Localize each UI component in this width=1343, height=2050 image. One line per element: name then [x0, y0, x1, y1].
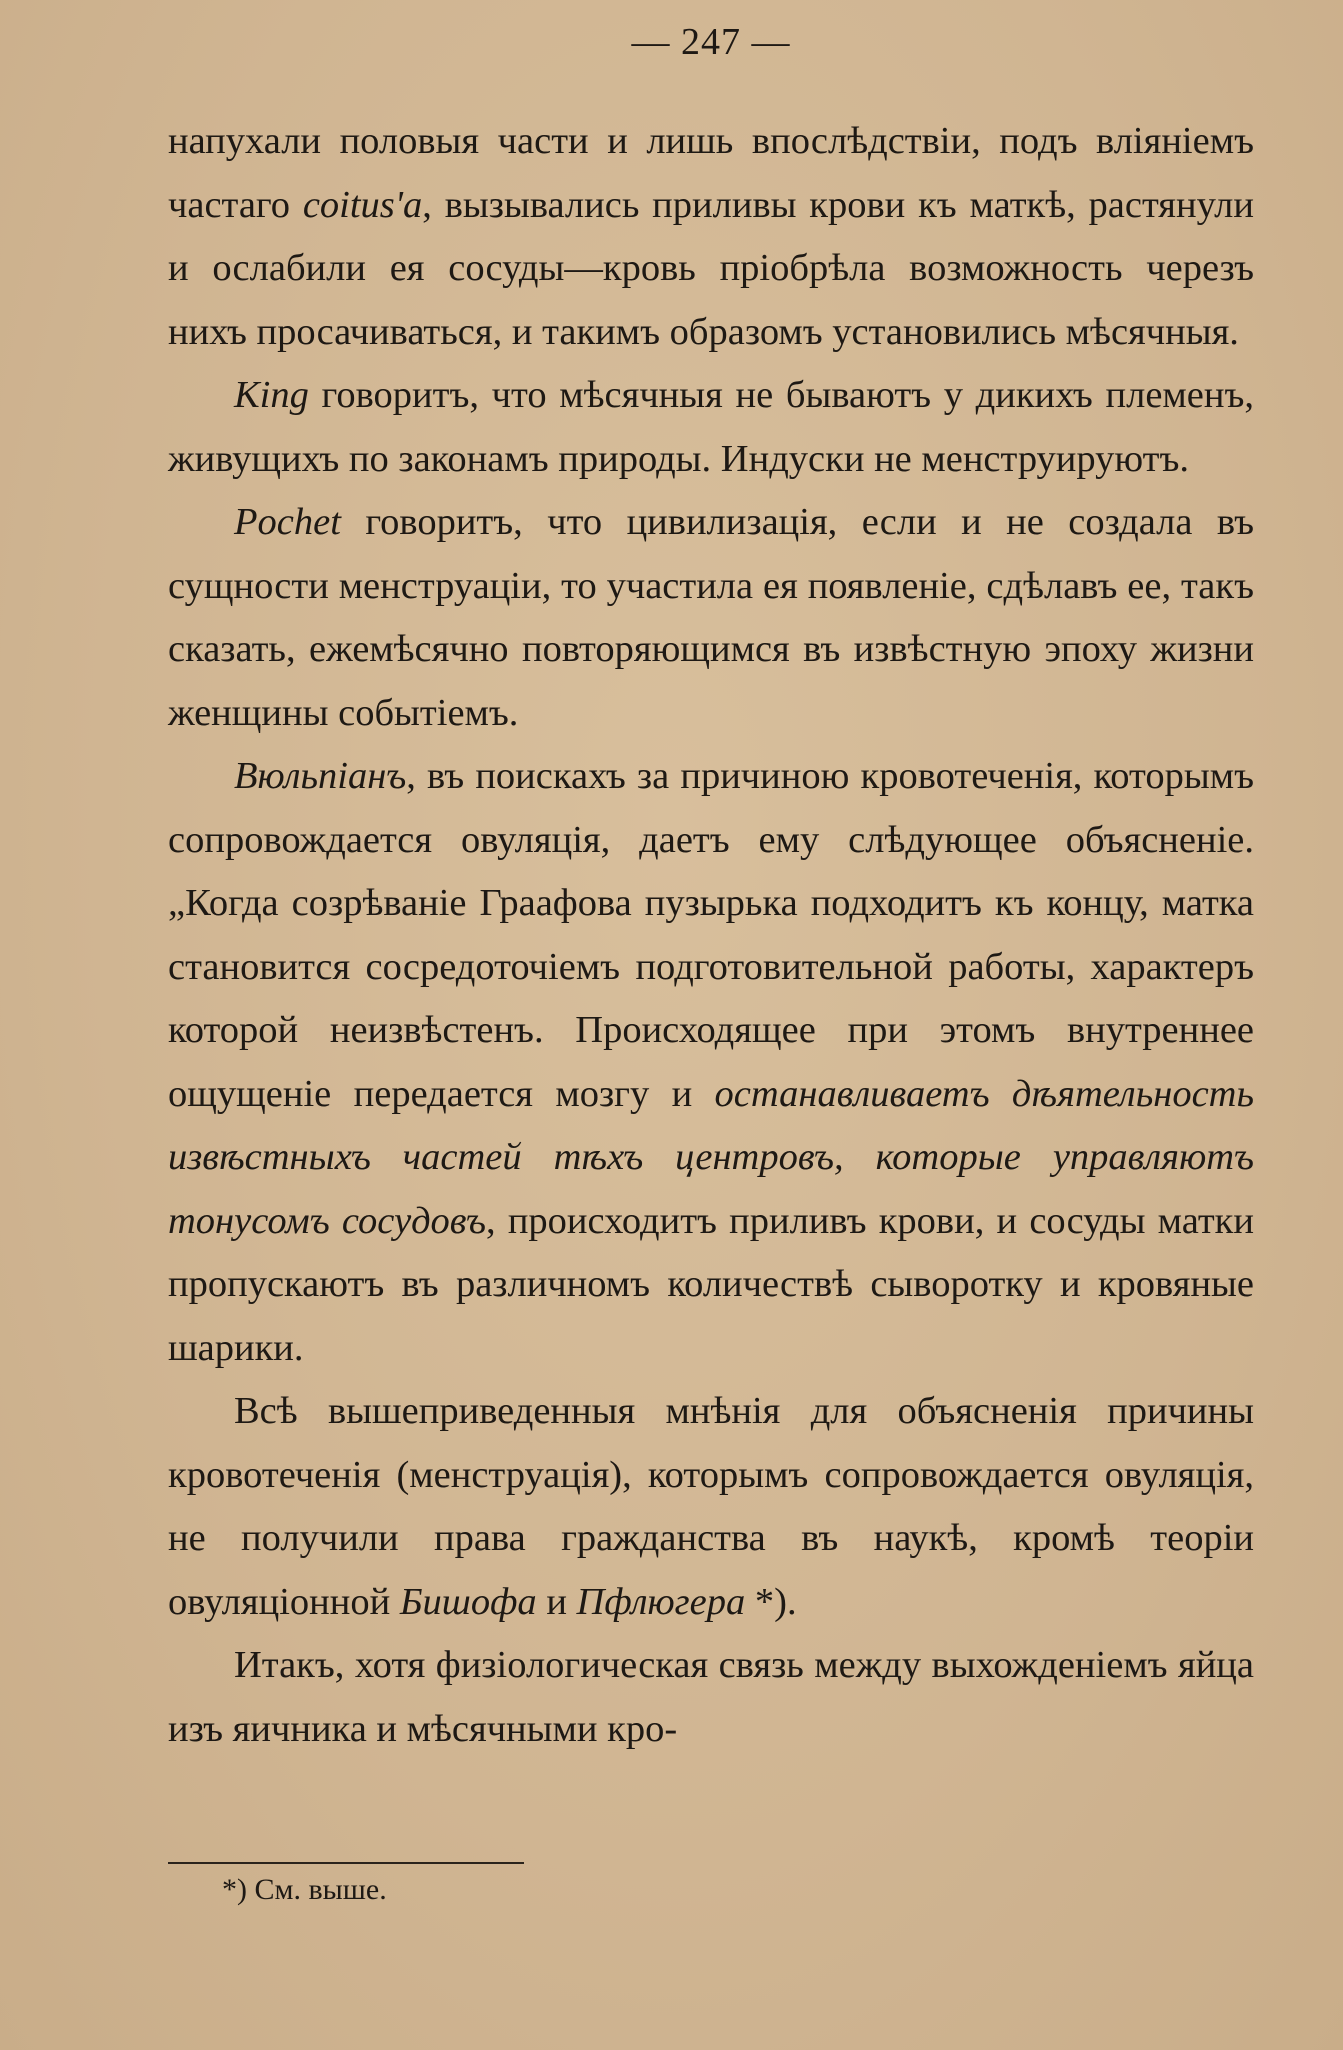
italic-term-coitus: coitus'a: [302, 183, 423, 226]
author-name-pfluger: Пфлюгера: [576, 1580, 746, 1623]
paragraph-3: [168, 491, 1254, 745]
text-span: , въ поискахъ за причиною кровотеченія, которымъ сопровождается овуляція, даетъ ему слѣдующее объясненіе. „Когда созрѣваніе Граафова пузырька подходитъ къ концу, матка становится сосредоточіемъ подготовительной работы, характеръ которой неизвѣстенъ. Происходящее при этомъ внутреннее ощущеніе передается мозгу и: [168, 755, 1254, 1115]
page-number: — 247 —: [631, 21, 791, 63]
paragraph-1: [168, 110, 1254, 364]
text-span: , происходитъ приливъ крови, и сосуды матки пропускаютъ въ различномъ количествѣ сыворотку и кровяные шарики.: [168, 1199, 1254, 1369]
text-span: напухали половыя части и лишь впослѣдствіи, подъ вліяніемъ частаго: [168, 120, 1254, 226]
text-span: говоритъ, что цивилизація, если и не создала въ сущности менструаціи, то участила ея появленіе, сдѣлавъ ее, такъ сказать, ежемѣсячно повторяющимся въ извѣстную эпоху жизни женщины событіемъ.: [168, 501, 1254, 734]
footnote: *) См. выше.: [222, 1873, 387, 1906]
italic-quote: останавливаетъ дѣятельность извѣстныхъ частей тѣхъ центровъ, которые управляютъ тонусомъ сосудовъ: [168, 1072, 1254, 1242]
text-span: Итакъ, хотя физіологическая связь между выхожденіемъ яйца изъ яичника и мѣсячными кро-: [168, 1644, 1254, 1750]
text-span: Всѣ вышеприведенныя мнѣнія для объясненія причины кровотеченія (менструація), которымъ сопровождается овуляція, не получили права гражданства въ наукѣ, кромѣ теоріи овуляціонной: [168, 1390, 1254, 1623]
footnote-divider: [168, 1862, 524, 1864]
text-span: и: [536, 1580, 577, 1623]
paragraph-6: [168, 1634, 1254, 1761]
text-span: , вызывались приливы крови къ маткѣ, растянули и ослабили ея сосуды—кровь пріобрѣла возможность черезъ нихъ просачиваться, и такимъ образомъ установились мѣсячныя.: [168, 183, 1254, 353]
footnote-reference: *).: [745, 1580, 797, 1623]
author-name-vulpian: Вюльпіанъ: [234, 755, 407, 797]
paragraph-2: [168, 364, 1254, 491]
paragraph-4: [168, 745, 1254, 1380]
body-text: [168, 110, 1254, 1761]
paragraph-5: [168, 1380, 1254, 1634]
author-name-king: King: [234, 374, 309, 416]
text-span: говоритъ, что мѣсячныя не бываютъ у дикихъ племенъ, живущихъ по законамъ природы. Индуски не менструируютъ.: [168, 374, 1254, 480]
author-name-pochet: Pochet: [234, 501, 341, 543]
author-name-bischoff: Бишофа: [399, 1580, 537, 1623]
